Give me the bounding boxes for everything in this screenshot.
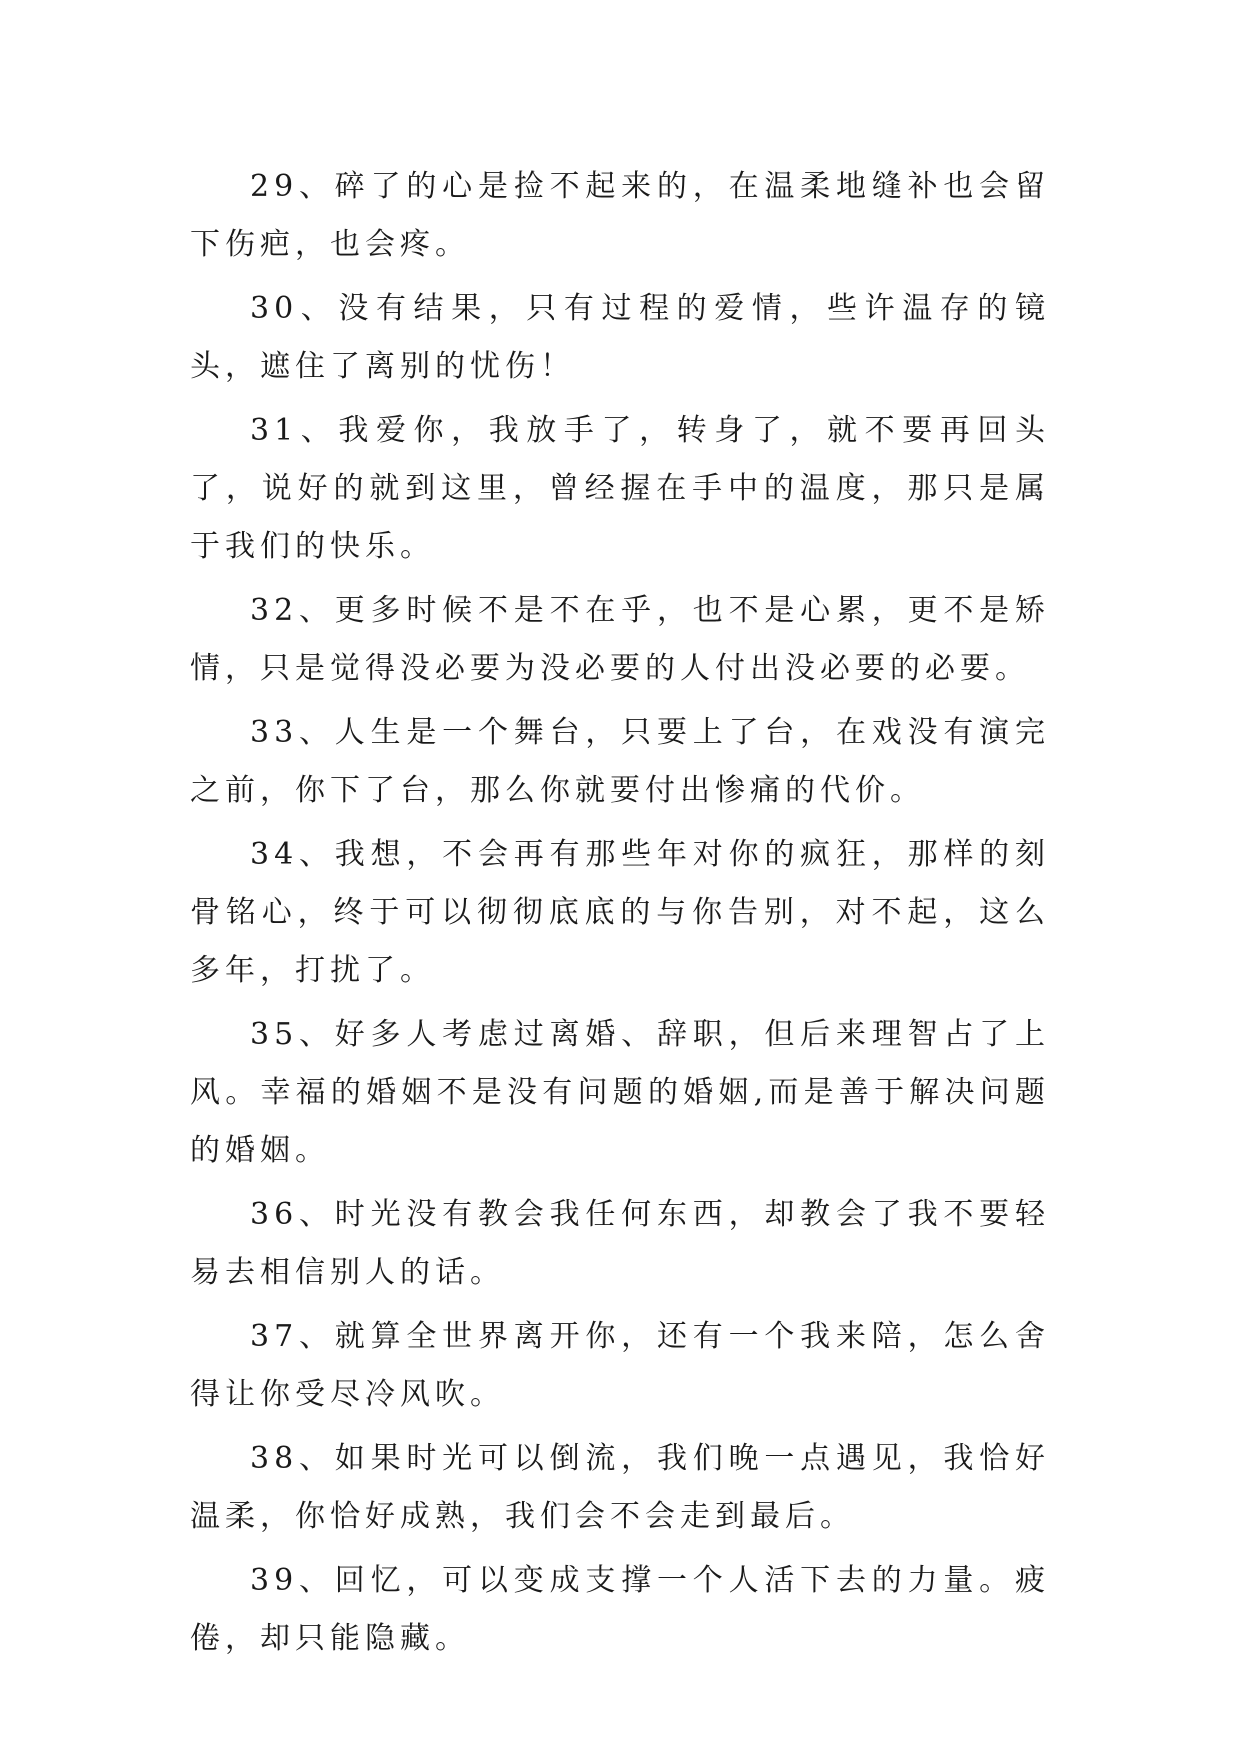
paragraph-34: 34、我想，不会再有那些年对你的疯狂，那样的刻骨铭心，终于可以彻彻底底的与你告别，对不起，这么多年，打扰了。: [190, 837, 1050, 988]
paragraph-39: 39、回忆，可以变成支撑一个人活下去的力量。疲倦，却只能隐藏。: [190, 1563, 1050, 1656]
paragraph-36: 36、时光没有教会我任何东西，却教会了我不要轻易去相信别人的话。: [190, 1197, 1050, 1290]
paragraph-38: 38、如果时光可以倒流，我们晚一点遇见，我恰好温柔，你恰好成熟，我们会不会走到最后。: [190, 1441, 1050, 1534]
paragraph-32: 32、更多时候不是不在乎，也不是心累，更不是矫情，只是觉得没必要为没必要的人付出没必要的必要。: [190, 593, 1050, 686]
paragraph-29: 29、碎了的心是捡不起来的，在温柔地缝补也会留下伤疤，也会疼。: [190, 169, 1050, 262]
document-body: [190, 158, 1050, 1668]
paragraph-31: 31、我爱你，我放手了，转身了，就不要再回头了，说好的就到这里，曾经握在手中的温度，那只是属于我们的快乐。: [190, 413, 1050, 564]
paragraph-30: 30、没有结果，只有过程的爱情，些许温存的镜头，遮住了离别的忧伤！: [190, 291, 1050, 384]
paragraph-33: 33、人生是一个舞台，只要上了台，在戏没有演完之前，你下了台，那么你就要付出惨痛的代价。: [190, 715, 1050, 808]
paragraph-37: 37、就算全世界离开你，还有一个我来陪，怎么舍得让你受尽冷风吹。: [190, 1319, 1050, 1412]
paragraph-35: 35、好多人考虑过离婚、辞职，但后来理智占了上风。幸福的婚姻不是没有问题的婚姻,而是善于解决问题的婚姻。: [190, 1017, 1050, 1168]
